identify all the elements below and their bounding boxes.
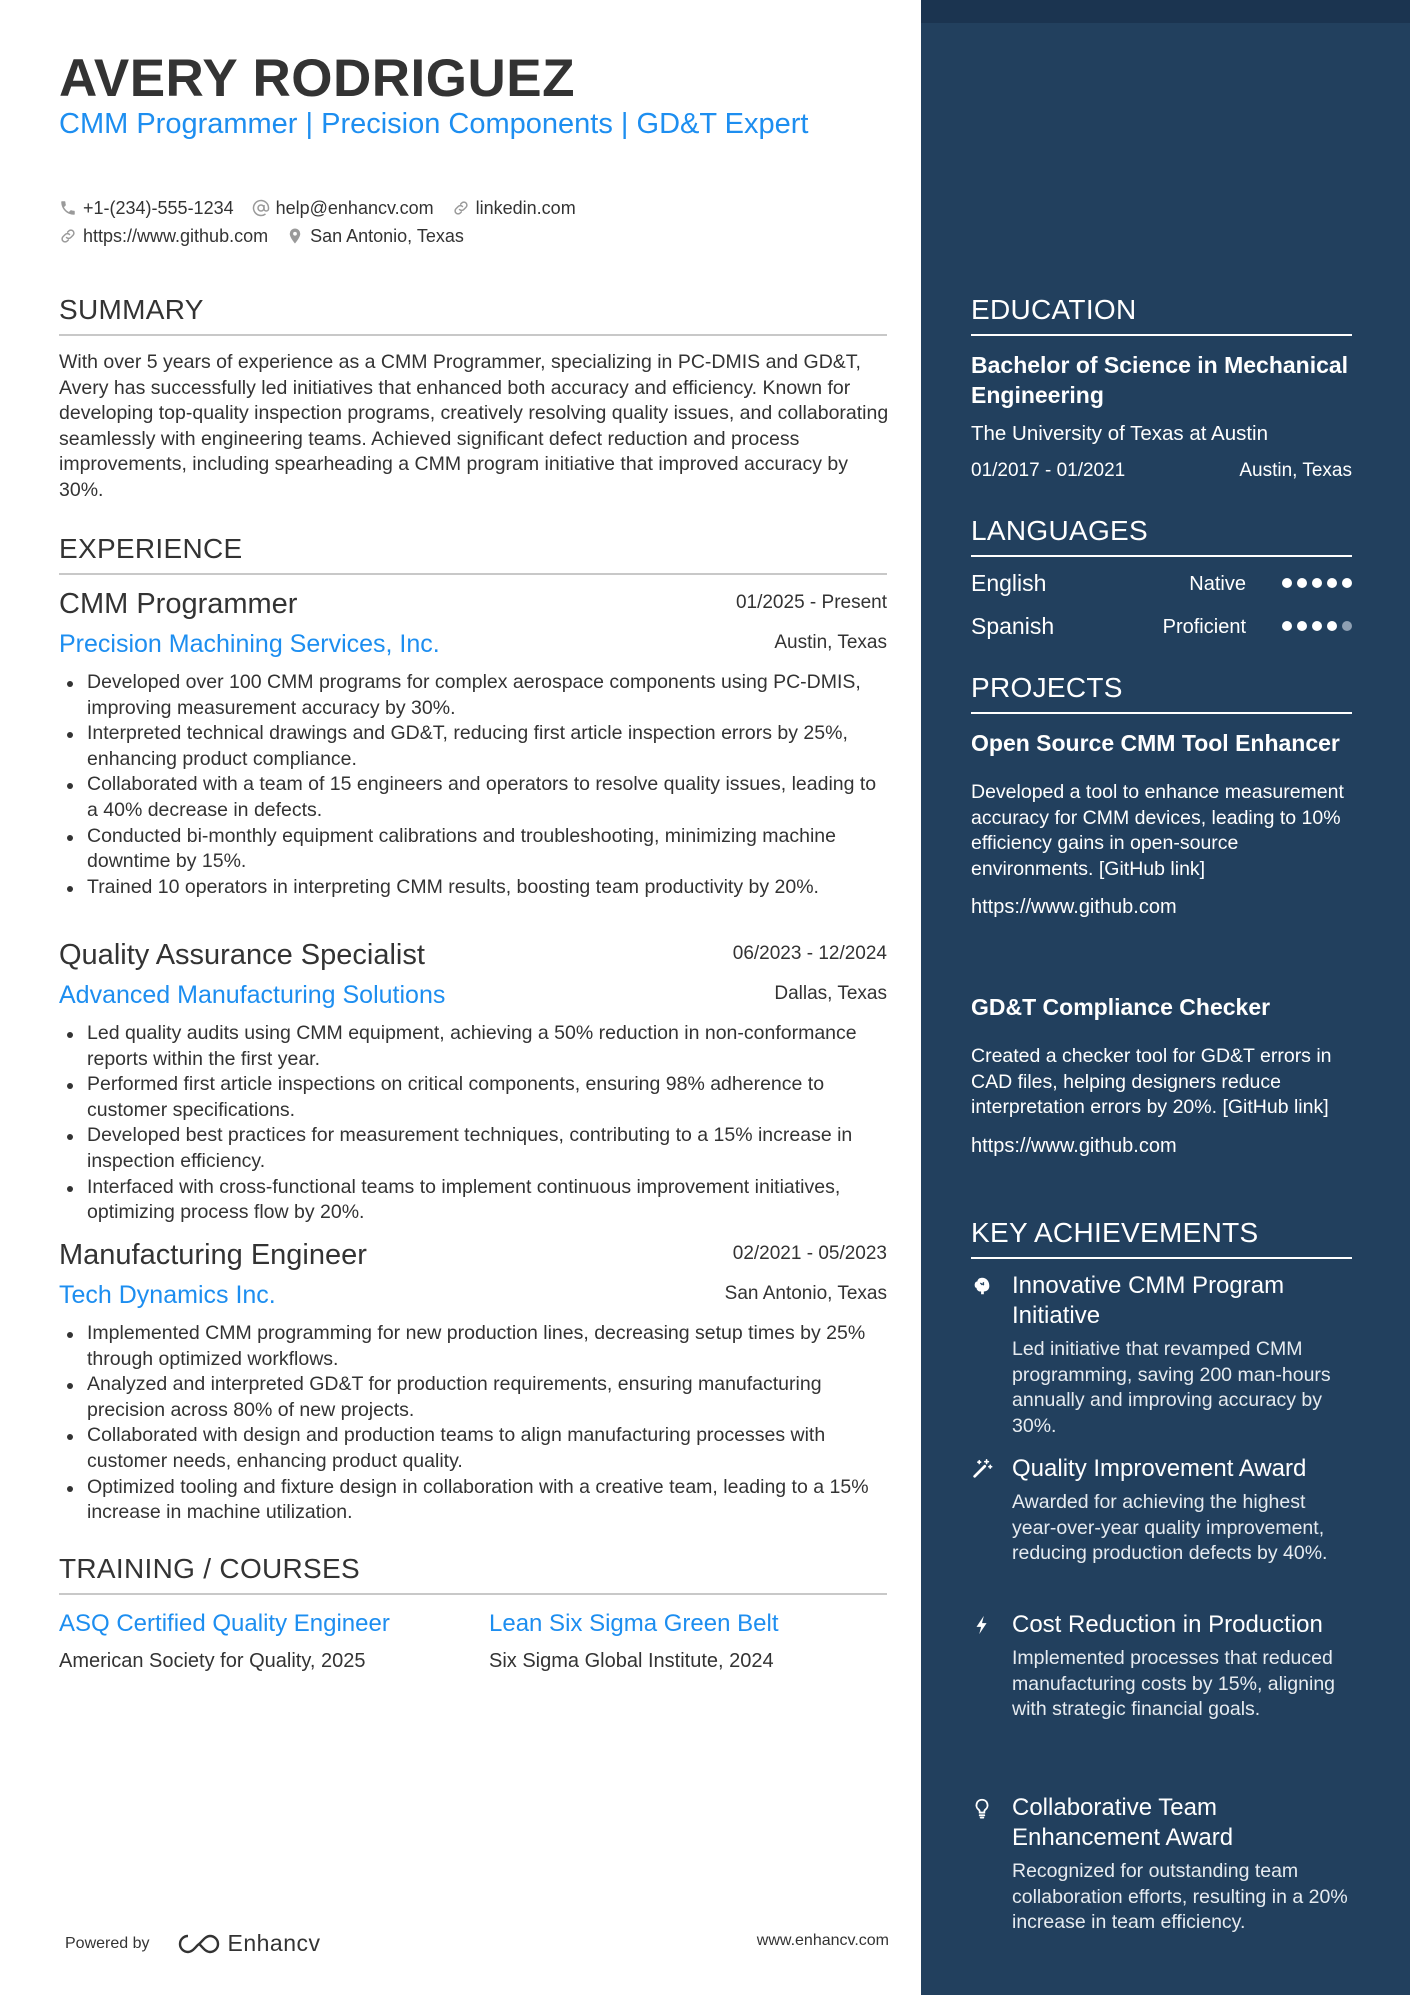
enhancv-logo[interactable]: [176, 1930, 321, 1957]
achievement-title: Cost Reduction in Production: [1012, 1611, 1323, 1638]
language-rating: [1277, 578, 1352, 588]
bullet-item: Collaborated with design and production teams to align manufacturing processes with customer needs, enhancing product quality.: [59, 1423, 887, 1474]
email-contact[interactable]: [252, 198, 434, 219]
phone-contact[interactable]: [59, 198, 234, 219]
magic-wand-icon: [971, 1458, 993, 1480]
course-org: Six Sigma Global Institute, 2024: [489, 1650, 774, 1672]
powered-by: [65, 1930, 321, 1957]
rating-dot-filled: [1312, 621, 1322, 631]
achievement-description: Recognized for outstanding team collaboration efforts, resulting in a 20% increase in team efficiency.: [1012, 1860, 1348, 1934]
job-entry: [59, 939, 887, 1226]
rating-dot-filled: [1327, 621, 1337, 631]
achievement-item: [971, 1610, 1352, 1723]
bullet-item: Collaborated with a team of 15 engineers and operators to resolve quality issues, leading to a 40% decrease in defects.: [59, 772, 887, 823]
course-name[interactable]: Lean Six Sigma Green Belt: [489, 1610, 779, 1637]
job-dates: 06/2023 - 12/2024: [732, 943, 887, 964]
course-entry: [489, 1610, 779, 1673]
job-location: San Antonio, Texas: [724, 1283, 887, 1304]
phone-icon: [59, 199, 77, 217]
job-dates: 01/2025 - Present: [735, 592, 887, 613]
company-name[interactable]: Precision Machining Services, Inc.: [59, 630, 440, 658]
job-title: Manufacturing Engineer: [59, 1239, 367, 1271]
bullet-item: Trained 10 operators in interpreting CMM results, boosting team productivity by 20%.: [59, 875, 887, 901]
location-pin-icon: [286, 227, 304, 245]
enhancv-logo-icon: [176, 1932, 222, 1956]
phone-text: +1-(234)-555-1234: [83, 197, 234, 218]
achievement-description: Implemented processes that reduced manufacturing costs by 15%, aligning with strategic financial goals.: [1012, 1647, 1336, 1721]
project-entry: [971, 992, 1352, 1158]
sidebar: [921, 0, 1410, 1995]
company-name[interactable]: Tech Dynamics Inc.: [59, 1281, 276, 1309]
github-contact[interactable]: [59, 226, 268, 247]
experience-heading: EXPERIENCE: [59, 533, 887, 575]
linkedin-contact[interactable]: [452, 198, 576, 219]
email-text: help@enhancv.com: [275, 197, 434, 218]
job-bullets: [59, 1021, 887, 1226]
achievement-title: Collaborative Team Enhancement Award: [1012, 1794, 1234, 1851]
job-bullets: [59, 670, 887, 900]
github-text: https://www.github.com: [83, 225, 269, 246]
achievement-title: Innovative CMM Program Initiative: [1012, 1272, 1285, 1329]
summary-heading: SUMMARY: [59, 294, 887, 336]
rating-dot-filled: [1297, 621, 1307, 631]
job-entry: [59, 588, 887, 900]
school: The University of Texas at Austin: [971, 422, 1269, 445]
summary-text: With over 5 years of experience as a CMM Programmer, specializing in PC-DMIS and GD&T, Avery has successfully led initiatives that enhanced both accuracy and efficiency. Known for developing top-quality inspection programs, creatively resolving quality issues, and collaborating seamlessly with engineering teams. Achieved significant defect reduction and process improvements, including spearheading a CMM program initiative that improved accuracy by 30%.: [59, 351, 889, 501]
bullet-item: Performed first article inspections on critical components, ensuring 98% adherence to customer specifications.: [59, 1072, 887, 1123]
project-description: Created a checker tool for GD&T errors in CAD files, helping designers reduce interpretation errors by 20%. [GitHub link]: [971, 1045, 1332, 1119]
sidebar-top-band: [921, 0, 1410, 23]
job-entry: [59, 1239, 887, 1526]
bullet-item: Analyzed and interpreted GD&T for production requirements, ensuring manufacturing precision across 80% of new projects.: [59, 1372, 887, 1423]
job-dates: 02/2021 - 05/2023: [732, 1243, 887, 1264]
language-level: Proficient: [1162, 616, 1246, 638]
course-entry: [59, 1610, 390, 1673]
achievement-description: Led initiative that revamped CMM programming, saving 200 man-hours annually and improving accuracy by 30%.: [1012, 1338, 1331, 1437]
education-entry: [971, 350, 1352, 486]
lightbulb-icon: [971, 1797, 993, 1819]
rating-dot-filled: [1297, 578, 1307, 588]
language-item: [971, 613, 1352, 643]
language-rating: [1277, 621, 1352, 631]
education-location: Austin, Texas: [1239, 460, 1352, 481]
job-title: Quality Assurance Specialist: [59, 939, 425, 971]
contact-info: [59, 194, 879, 250]
degree: Bachelor of Science in Mechanical Engineering: [971, 352, 1349, 408]
bullet-item: Developed over 100 CMM programs for complex aerospace components using PC-DMIS, improving measurement accuracy by 30%.: [59, 670, 887, 721]
project-entry: [971, 728, 1352, 919]
achievement-item: [971, 1454, 1352, 1567]
project-link[interactable]: https://www.github.com: [971, 896, 1177, 919]
project-description: Developed a tool to enhance measurement accuracy for CMM devices, leading to 10% efficiency gains in open-source environments. [GitHub link]: [971, 781, 1344, 880]
headline: CMM Programmer | Precision Components | GD&T Expert: [59, 108, 809, 140]
bullet-item: Led quality audits using CMM equipment, achieving a 50% reduction in non-conformance reports within the first year.: [59, 1021, 887, 1072]
candidate-name: AVERY RODRIGUEZ: [59, 49, 575, 108]
lightning-icon: [971, 1614, 993, 1636]
achievements-heading: KEY ACHIEVEMENTS: [971, 1217, 1352, 1259]
rating-dot-filled: [1282, 578, 1292, 588]
enhancv-brand: Enhancv: [227, 1930, 321, 1956]
bullet-item: Interfaced with cross-functional teams to implement continuous improvement initiatives, optimizing process flow by 20%.: [59, 1175, 887, 1226]
languages-heading: LANGUAGES: [971, 515, 1352, 557]
footer-url[interactable]: www.enhancv.com: [756, 1932, 889, 1949]
bullet-item: Implemented CMM programming for new production lines, decreasing setup times by 25% through optimized workflows.: [59, 1321, 887, 1372]
brain-icon: [971, 1275, 993, 1297]
rating-dot-filled: [1327, 578, 1337, 588]
bullet-item: Optimized tooling and fixture design in collaboration with a creative team, leading to a 15% increase in machine utilization.: [59, 1475, 887, 1526]
rating-dot-filled: [1342, 578, 1352, 588]
achievement-item: [971, 1793, 1352, 1936]
linkedin-text: linkedin.com: [475, 197, 576, 218]
project-title: GD&T Compliance Checker: [971, 994, 1271, 1020]
location-contact: [286, 226, 464, 247]
course-name[interactable]: ASQ Certified Quality Engineer: [59, 1610, 390, 1637]
language-name: Spanish: [971, 613, 1055, 639]
course-org: American Society for Quality, 2025: [59, 1650, 366, 1672]
training-heading: TRAINING / COURSES: [59, 1553, 887, 1595]
job-bullets: [59, 1321, 887, 1526]
job-title: CMM Programmer: [59, 588, 298, 620]
link-icon: [59, 227, 77, 245]
job-location: Dallas, Texas: [774, 983, 887, 1004]
achievement-description: Awarded for achieving the highest year-over-year quality improvement, reducing production defects by 40%.: [1012, 1491, 1328, 1565]
language-name: English: [971, 570, 1047, 596]
rating-dot-filled: [1282, 621, 1292, 631]
achievement-item: [971, 1271, 1352, 1439]
bullet-item: Interpreted technical drawings and GD&T, reducing first article inspection errors by 25%, enhancing product compliance.: [59, 721, 887, 772]
company-name[interactable]: Advanced Manufacturing Solutions: [59, 981, 446, 1009]
achievement-title: Quality Improvement Award: [1012, 1455, 1307, 1482]
education-heading: EDUCATION: [971, 294, 1352, 336]
location-text: San Antonio, Texas: [310, 225, 464, 246]
education-dates: 01/2017 - 01/2021: [971, 460, 1126, 481]
project-title: Open Source CMM Tool Enhancer: [971, 730, 1340, 756]
projects-heading: PROJECTS: [971, 672, 1352, 714]
rating-dot-empty: [1342, 621, 1352, 631]
powered-by-label: Powered by: [65, 1934, 150, 1952]
language-level: Native: [1189, 573, 1246, 595]
bullet-item: Conducted bi-monthly equipment calibrations and troubleshooting, minimizing machine downtime by 15%.: [59, 824, 887, 875]
rating-dot-filled: [1312, 578, 1322, 588]
language-item: [971, 570, 1352, 600]
link-icon: [452, 199, 470, 217]
job-location: Austin, Texas: [774, 632, 887, 653]
project-link[interactable]: https://www.github.com: [971, 1134, 1177, 1157]
at-icon: [252, 199, 270, 217]
bullet-item: Developed best practices for measurement techniques, contributing to a 15% increase in inspection efficiency.: [59, 1123, 887, 1174]
